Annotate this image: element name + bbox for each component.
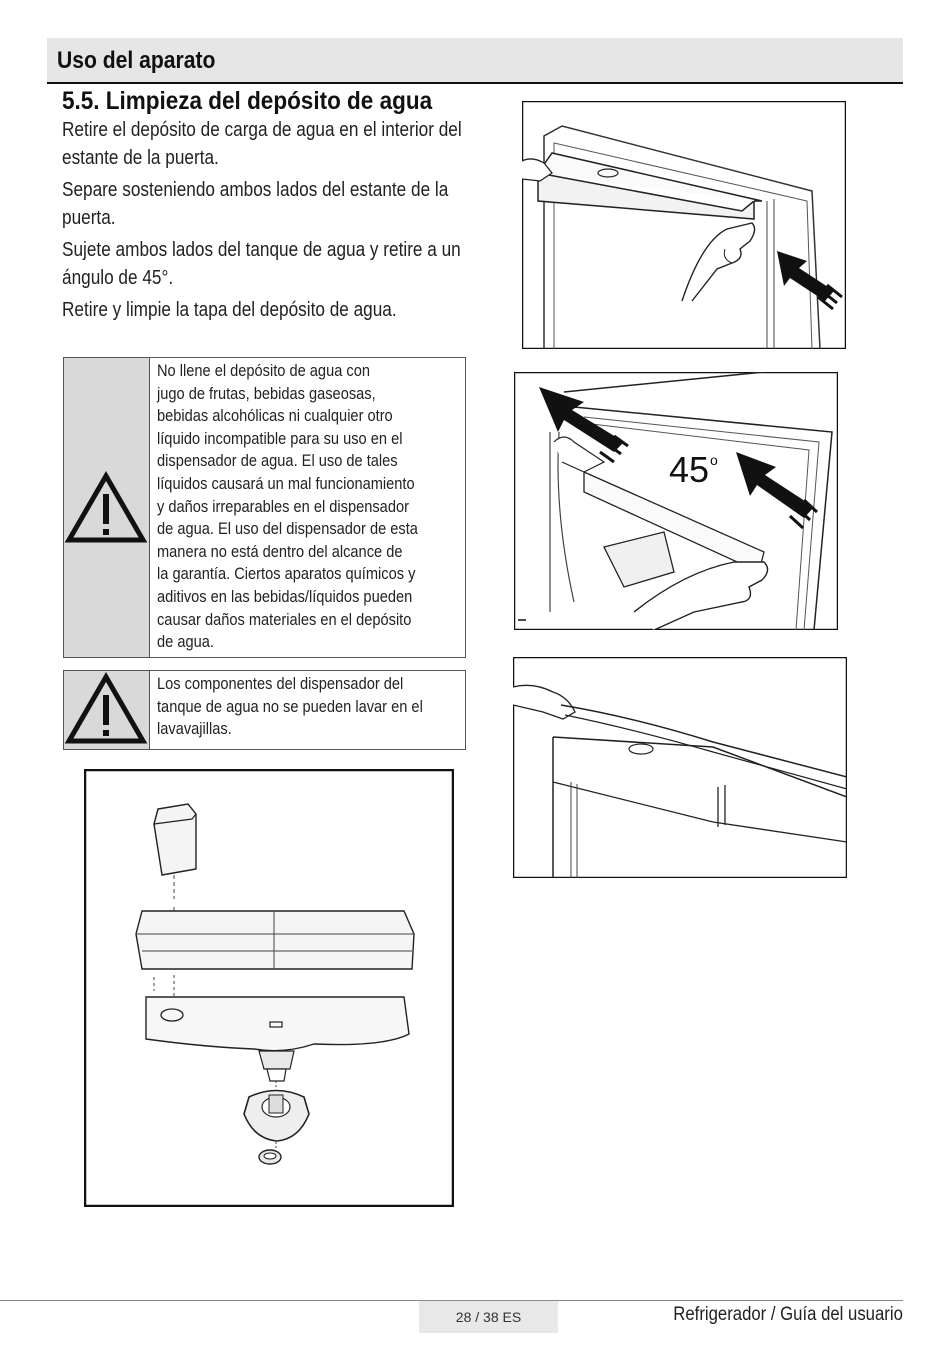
warning-text: Los componentes del dispensador del tanque de agua no se pueden lavar en el lavavajillas.: [157, 674, 423, 739]
instruction-paragraph: Sujete ambos lados del tanque de agua y retire a un ángulo de 45°.: [62, 239, 461, 289]
warning-icon-cell: [64, 358, 150, 657]
angle-degree: o: [710, 452, 718, 468]
warning-icon-cell: [64, 671, 150, 749]
instructions: [62, 116, 512, 328]
warning-text: No llene el depósito de agua con jugo de frutas, bebidas gaseosas, bebidas alcohólicas ni cualquier otro líquido incompatible para su uso en el dispensador de agua. El uso de tales líquidos causará un mal funcionamiento y daños irreparables en el dispensador de agua. El uso del dispensador de esta manera no está dentro del alcance de la garantía. Ciertos aparatos químicos y aditivos en las bebidas/líquidos pueden causar daños materiales en el depósito de agua.: [157, 361, 418, 652]
page-section-title: Uso del aparato: [57, 47, 216, 74]
page-number: 28 / 38 ES: [419, 1301, 558, 1333]
instruction-paragraph: Separe sosteniendo ambos lados del estante de la puerta.: [62, 179, 449, 229]
footer-title: Refrigerador / Guía del usuario: [673, 1304, 903, 1325]
header-band: [47, 38, 903, 84]
figure-45-degree-removal: [514, 372, 838, 630]
figure-tank-exploded-view: [84, 769, 454, 1207]
angle-label: 45: [669, 449, 710, 490]
warning-box-liquids: [63, 357, 466, 658]
warning-triangle-icon: [64, 358, 149, 657]
warning-box-dishwasher: [63, 670, 466, 750]
instruction-paragraph: Retire el depósito de carga de agua en el interior del estante de la puerta.: [62, 119, 462, 169]
figure-remove-tank: [522, 101, 846, 349]
section-heading: 5.5. Limpieza del depósito de agua: [62, 87, 433, 115]
instruction-paragraph: Retire y limpie la tapa del depósito de agua.: [62, 299, 397, 321]
figure-remove-lid: [513, 657, 847, 878]
warning-triangle-icon: [64, 671, 149, 749]
